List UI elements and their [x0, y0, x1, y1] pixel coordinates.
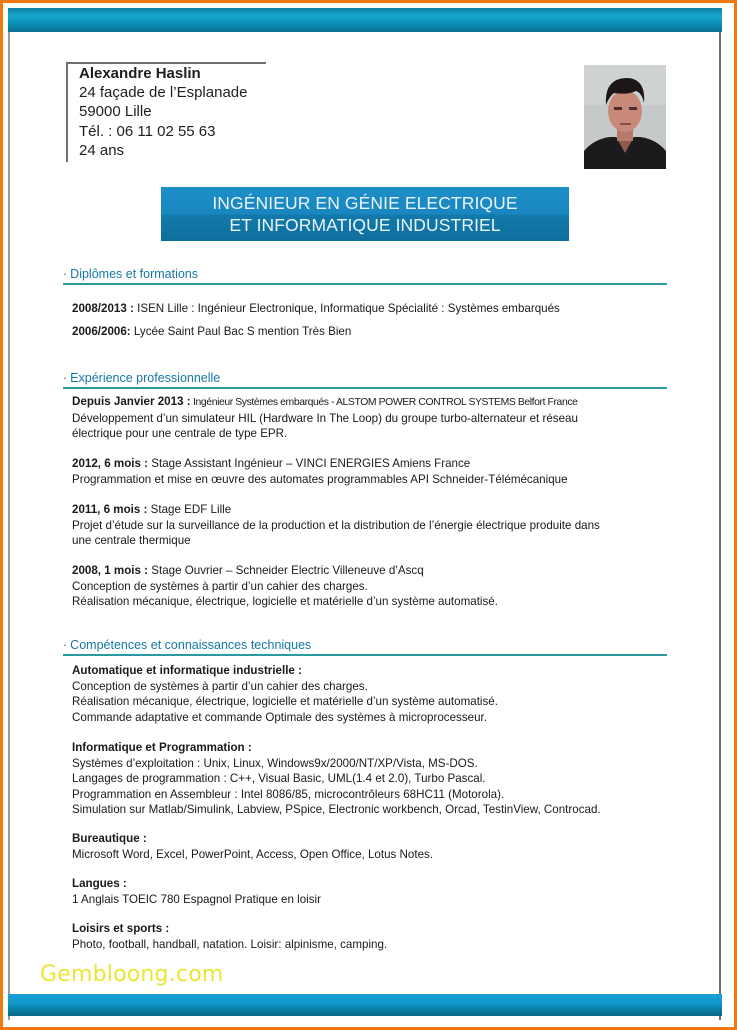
contact-name: Alexandre Haslin — [79, 65, 201, 82]
skill-line: Commande adaptative et commande Optimale des systèmes à microprocesseur. — [72, 710, 487, 724]
contact-address: 24 façade de l’Esplanade — [79, 84, 248, 102]
diplome-item — [72, 301, 560, 317]
skill-group — [72, 921, 387, 952]
experience-line: électrique pour une centrale de type EPR. — [72, 427, 288, 441]
diplome-text: Lycée Saint Paul Bac S mention Très Bien — [130, 325, 352, 338]
experience-date: 2012, 6 mois : — [72, 457, 149, 470]
experience-line: Développement d’un simulateur HIL (Hardware In The Loop) du groupe turbo-alternateur et réseau — [72, 411, 578, 425]
section-heading-diplomes — [63, 267, 667, 285]
section-heading-text: Expérience professionnelle — [70, 371, 221, 385]
skill-group-title: Automatique et informatique industrielle : — [72, 664, 302, 677]
experience-line: Programmation et mise en œuvre des automates programmables API Schneider-Télémécanique — [72, 472, 568, 486]
experience-item — [72, 502, 600, 549]
skill-group-title: Informatique et Programmation : — [72, 741, 252, 754]
skill-line: Microsoft Word, Excel, PowerPoint, Access, Open Office, Lotus Notes. — [72, 847, 434, 861]
skill-group — [72, 663, 498, 725]
skill-group-title: Bureautique : — [72, 832, 147, 845]
contact-phone: Tél. : 06 11 02 55 63 — [79, 122, 216, 140]
skill-line: Photo, football, handball, natation. Loisir: alpinisme, camping. — [72, 937, 388, 951]
section-heading-text: Compétences et connaissances techniques — [70, 638, 312, 652]
section-heading-competences — [63, 638, 667, 656]
title-banner — [161, 187, 569, 241]
skill-group-title: Loisirs et sports : — [72, 922, 170, 935]
contact-city: 59000 Lille — [79, 103, 152, 121]
skill-group — [72, 876, 321, 907]
skill-line: 1 Anglais TOEIC 780 Espagnol Pratique en loisir — [72, 892, 321, 906]
experience-date: Depuis Janvier 2013 : — [72, 395, 191, 408]
experience-line: Réalisation mécanique, électrique, logicielle et matérielle d’un système automatisé. — [72, 595, 498, 609]
skill-line: Réalisation mécanique, électrique, logicielle et matérielle d’un système automatisé. — [72, 695, 498, 709]
bullet-dot: · — [63, 371, 68, 385]
experience-line: une centrale thermique — [72, 534, 191, 548]
skill-group-title: Langues : — [72, 877, 127, 890]
title-line-2: ET INFORMATIQUE INDUSTRIEL — [229, 215, 501, 235]
experience-item — [72, 394, 578, 442]
experience-item — [72, 563, 498, 610]
diplome-item — [72, 324, 351, 340]
experience-title: Stage EDF Lille — [147, 503, 232, 516]
profile-photo — [584, 65, 666, 169]
skill-line: Langages de programmation : C++, Visual Basic, UML(1.4 et 2.0), Turbo Pascal. — [72, 772, 486, 786]
skill-group — [72, 831, 433, 862]
skill-line: Programmation en Assembleur : Intel 8086/85, microcontrôleurs 68HC11 (Motorola). — [72, 787, 505, 801]
watermark: Gembloong.com — [40, 962, 224, 987]
experience-title: Stage Ouvrier – Schneider Electric Villeneuve d’Ascq — [148, 564, 424, 577]
experience-date: 2008, 1 mois : — [72, 564, 149, 577]
section-heading-text: Diplômes et formations — [70, 267, 198, 281]
experience-item — [72, 456, 568, 487]
skill-line: Simulation sur Matlab/Simulink, Labview, PSpice, Electronic workbench, Orcad, TestinView, Controcad. — [72, 803, 601, 817]
experience-line: Projet d’étude sur la surveillance de la production et la distribution de l’énergie électrique produite dans — [72, 518, 600, 532]
title-line-1: INGÉNIEUR EN GÉNIE ELECTRIQUE — [212, 193, 518, 213]
skill-line: Systèmes d’exploitation : Unix, Linux, Windows9x/2000/NT/XP/Vista, MS-DOS. — [72, 756, 478, 770]
top-band — [8, 8, 722, 32]
skill-line: Conception de systèmes à partir d’un cahier des charges. — [72, 679, 368, 693]
section-heading-experience — [63, 371, 667, 389]
portrait-icon — [584, 65, 666, 169]
contact-age: 24 ans — [79, 141, 125, 159]
experience-date: 2011, 6 mois : — [72, 503, 148, 516]
diplome-date: 2008/2013 : — [72, 302, 134, 315]
skill-group — [72, 740, 601, 818]
contact-block — [79, 64, 247, 160]
experience-line: Conception de systèmes à partir d’un cahier des charges. — [72, 579, 368, 593]
bullet-dot: · — [63, 638, 68, 652]
experience-title: Ingénieur Systèmes embarqués - ALSTOM POWER CONTROL SYSTEMS Belfort France — [190, 397, 578, 408]
experience-title: Stage Assistant Ingénieur – VINCI ENERGIES Amiens France — [148, 457, 471, 470]
diplome-text: ISEN Lille : Ingénieur Electronique, Informatique Spécialité : Systèmes embarqués — [133, 302, 560, 315]
bullet-dot: · — [63, 267, 68, 281]
diplome-date: 2006/2006: — [72, 325, 131, 338]
bottom-band — [8, 994, 722, 1016]
